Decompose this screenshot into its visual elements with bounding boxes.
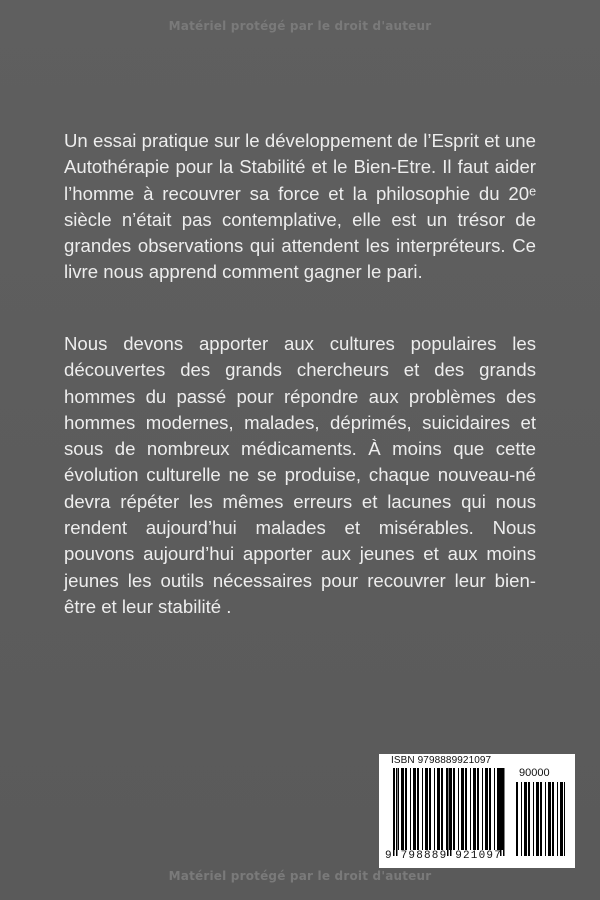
barcode-bar <box>516 782 518 856</box>
barcode-bar <box>398 768 399 850</box>
barcode-bar <box>494 768 495 850</box>
barcode-bar <box>545 782 546 856</box>
barcode-bar <box>422 768 423 850</box>
barcode-guard-bar <box>396 768 398 856</box>
barcode-bar <box>528 782 530 856</box>
barcode-bar <box>489 768 491 850</box>
barcode-bar <box>458 768 459 850</box>
price-code: 90000 <box>519 767 550 779</box>
barcode-bar <box>413 768 416 850</box>
barcode-bar <box>410 768 411 850</box>
barcode-guard-bar <box>450 768 452 856</box>
barcode-guard-bar <box>503 768 505 856</box>
description-paragraph-2: Nous devons apporter aux cultures populaires les découvertes des grands chercheurs et des grands hommes du passé pour répondre aux problèmes des hommes modernes, malades, déprimés, suicidaires et sous de nombreux médicaments. À moins que cette évolution culturelle ne se produise, chaque nouveau-né devra répéter les mêmes erreurs et lacunes qui nous rendent aujourd’hui malades et misérables. Nous pouvons aujourd’hui apporter aux jeunes et aux moins jeunes les outils nécessaires pour recouvrer leur bien-être et leur stabilité . <box>64 333 536 617</box>
isbn-label: ISBN 9798889921097 <box>391 755 492 766</box>
barcode-bar <box>540 782 542 856</box>
barcode-digits: 9 798889 921097 <box>385 850 503 862</box>
barcode-bar <box>401 768 404 850</box>
barcode-bar <box>477 768 479 850</box>
barcode-bar <box>461 768 464 850</box>
barcode-bar <box>560 782 563 856</box>
barcode-bar <box>465 768 467 850</box>
barcode-bar <box>548 782 551 856</box>
barcode-guard-bar <box>447 768 449 856</box>
barcode-guard-bar <box>500 768 502 856</box>
barcode-bar <box>524 782 527 856</box>
barcode-bar <box>473 768 476 850</box>
copyright-watermark-bottom: Matériel protégé par le droit d'auteur <box>168 869 432 883</box>
barcode-bar <box>417 768 419 850</box>
barcode-bar <box>485 768 488 850</box>
barcode-bar <box>536 782 539 856</box>
barcode-bar <box>482 768 483 850</box>
barcode-bar <box>425 768 428 850</box>
barcode-bar <box>405 768 407 850</box>
barcode-bar <box>470 768 471 850</box>
barcode-bar <box>533 782 534 856</box>
barcode-bar <box>552 782 554 856</box>
barcode-bar <box>434 768 435 850</box>
isbn-barcode-box <box>379 754 575 868</box>
barcode-bar <box>497 768 500 850</box>
barcode-bar <box>446 768 447 850</box>
barcode-bar <box>453 768 455 850</box>
copyright-watermark-top: Matériel protégé par le droit d'auteur <box>168 19 432 33</box>
barcode-bar <box>557 782 558 856</box>
barcode-guard-bar <box>393 768 395 856</box>
barcode-bar <box>429 768 431 850</box>
barcode-bar <box>437 768 440 850</box>
barcode-bar <box>564 782 565 856</box>
description-paragraph-1: Un essai pratique sur le développement de l’Esprit et une Autothérapie pour la Stabilité et le Bien-Etre. Il faut aider l’homme à recouvrer sa force et la philosophie du 20ᵉ siècle n’était pas contemplative, elle est un trésor de grandes observations qui attendent les interpréteurs. Ce livre nous apprend comment gagner le pari. <box>64 130 536 283</box>
barcode-bar <box>441 768 443 850</box>
barcode-bar <box>521 782 522 856</box>
